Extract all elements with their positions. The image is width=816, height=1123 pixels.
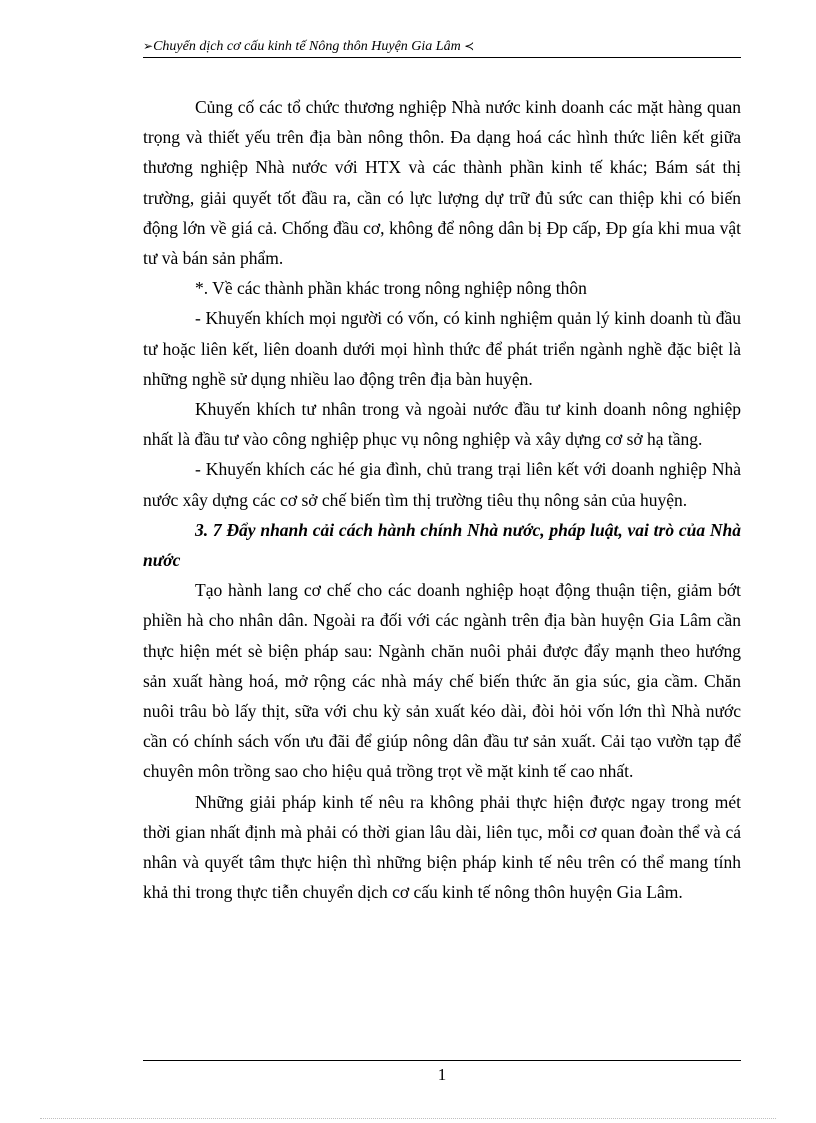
paragraph-conclusion: Những giải pháp kinh tế nêu ra không phải thực hiện được ngay trong mét thời gian nhất định mà phải có thời gian lâu dài, liên tục, mỗi cơ quan đoàn thể và cá nhân và quyết tâm thực hiện thì những biện pháp kinh tế nêu trên có thể mang tính khả thi trong thực tiễn chuyển dịch cơ cấu kinh tế nông thôn huyện Gia Lâm.	[143, 791, 741, 903]
page-number: 1	[437, 1065, 447, 1084]
paragraph-commerce: Củng cố các tổ chức thương nghiệp Nhà nước kinh doanh các mặt hàng quan trọng và thiết yếu trên địa bàn nông thôn. Đa dạng hoá các hình thức liên kết giữa thương nghiệp Nhà nước với HTX và các thành phần kinh tế khác; Bám sát thị trường, giải quyết tốt đầu ra, cần có lực lượng dự trữ đủ sức can thiệp khi có biến động lớn về giá cả. Chống đầu cơ, không để nông dân bị Đp cấp, Đp gía khi mua vật tư và bán sản phẩm.	[143, 97, 741, 269]
paragraph-private-investment: Khuyến khích tư nhân trong và ngoài nước đầu tư kinh doanh nông nghiệp nhất là đầu tư vào công nghiệp phục vụ nông nghiệp và xây dựng cơ sở hạ tầng.	[143, 399, 741, 450]
paragraph-households-farms: - Khuyến khích các hé gia đình, chủ trang trại liên kết với doanh nghiệp Nhà nước xây dựng các cơ sở chế biến tìm thị trường tiêu thụ nông sản của huyện.	[143, 459, 741, 510]
paragraph-encourage-investors: - Khuyến khích mọi người có vốn, có kinh nghiệm quản lý kinh doanh tù đầu tư hoặc liên kết, liên doanh dưới mọi hình thức để phát triển ngành nghề đặc biệt là những nghề sử dụng nhiều lao động trên địa bàn huyện.	[143, 308, 741, 389]
page-bottom-dotted-line	[40, 1118, 776, 1119]
document-body	[143, 92, 741, 907]
section-heading: 3. 7 Đẩy nhanh cải cách hành chính Nhà nước, pháp luật, vai trò của Nhà nước	[143, 519, 741, 571]
arrow-right-icon: ➢	[143, 39, 154, 53]
paragraph-admin-reform: Tạo hành lang cơ chế cho các doanh nghiệp hoạt động thuận tiện, giảm bớt phiền hà cho nhân dân. Ngoài ra đối với các ngành trên địa bàn huyện Gia Lâm cần thực hiện mét sè biện pháp sau: Ngành chăn nuôi phải được đẩy mạnh theo hướng sản xuất hàng hoá, mở rộng các nhà máy chế biến thức ăn gia súc, gia cầm. Chăn nuôi trâu bò lấy thịt, sữa với chu kỳ sản xuất kéo dài, đòi hỏi vốn lớn thì Nhà nước cần có chính sách vốn ưu đãi để giúp nông dân đầu tư sản xuất. Cải tạo vườn tạp để chuyên môn trồng sao cho hiệu quả trồng trọt về mặt kinh tế cao nhất.	[143, 580, 741, 782]
arrow-left-icon: ≺	[464, 39, 475, 53]
header-title: Chuyển dịch cơ cấu kinh tế Nông thôn Huyện Gia Lâm	[153, 39, 461, 54]
footer-divider	[143, 1060, 741, 1061]
paragraph-other-sectors-heading: *. Về các thành phần khác trong nông nghiệp nông thôn	[195, 278, 587, 299]
running-header	[143, 37, 741, 58]
